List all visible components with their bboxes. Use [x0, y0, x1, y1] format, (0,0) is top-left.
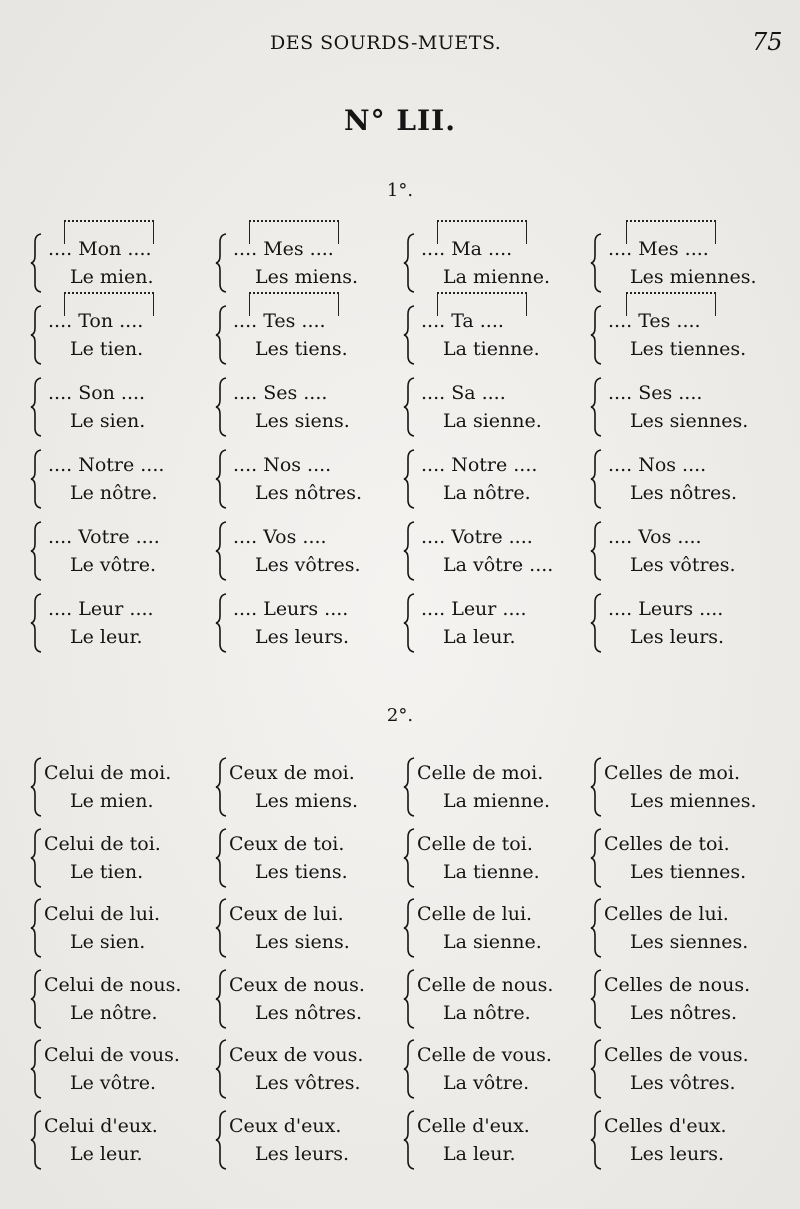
pronoun-entry: [403, 827, 588, 897]
pronoun-row: [0, 520, 800, 590]
curly-brace: [403, 448, 417, 510]
dotted-bracket-mark: [249, 292, 339, 316]
pronoun-form: La nôtre.: [443, 482, 531, 504]
dotted-bracket-mark: [626, 292, 716, 316]
curly-brace: [590, 592, 604, 654]
pronoun-form: Le tien.: [70, 860, 144, 883]
pronoun-form: Les miens.: [255, 790, 359, 812]
curly-brace: [215, 232, 229, 294]
curly-brace: [403, 1038, 417, 1100]
determiner-form: Celui de moi.: [44, 762, 172, 784]
pronoun-form: Les miennes.: [630, 266, 757, 288]
pronoun-entry: [403, 448, 588, 518]
pronoun-entry: [215, 448, 400, 518]
pronoun-form: La vôtre ....: [443, 554, 554, 576]
curly-brace: [403, 968, 417, 1030]
pronoun-form: Les leurs.: [630, 1142, 725, 1165]
pronoun-form: Les vôtres.: [255, 1072, 361, 1094]
curly-brace: [215, 520, 229, 582]
determiner-form: Celui de lui.: [44, 903, 161, 925]
pronoun-form: Les leurs.: [255, 626, 350, 648]
pronoun-row: [0, 968, 800, 1038]
curly-brace: [403, 827, 417, 889]
pronoun-form: La tienne.: [443, 860, 540, 883]
determiner-form: .... Votre ....: [48, 526, 160, 548]
pronoun-form: Les miennes.: [630, 790, 757, 812]
pronoun-entry: [30, 1038, 215, 1108]
determiner-form: .... Leur ....: [421, 598, 527, 620]
pronoun-entry: [590, 304, 775, 374]
pronoun-entry: [403, 968, 588, 1038]
determiner-form: .... Ton ....: [48, 310, 144, 332]
page-number: 75: [752, 28, 783, 56]
determiner-form: .... Mes ....: [233, 238, 334, 260]
pronoun-entry: [30, 448, 215, 518]
determiner-form: Ceux d'eux.: [229, 1114, 342, 1137]
curly-brace: [403, 304, 417, 366]
determiner-form: Ceux de nous.: [229, 973, 365, 996]
pronoun-entry: [215, 897, 400, 967]
curly-brace: [590, 968, 604, 1030]
curly-brace: [30, 448, 44, 510]
determiner-form: .... Nos ....: [608, 454, 707, 476]
part1-heading: 1°.: [386, 180, 414, 201]
pronoun-row: [0, 1038, 800, 1108]
pronoun-entry: [215, 827, 400, 897]
pronoun-entry: [30, 756, 215, 826]
pronoun-entry: [590, 968, 775, 1038]
dotted-bracket-mark: [64, 220, 154, 244]
curly-brace: [215, 756, 229, 818]
curly-brace: [590, 827, 604, 889]
curly-brace: [403, 897, 417, 959]
pronoun-entry: [403, 1109, 588, 1179]
pronoun-row: [0, 1109, 800, 1179]
dotted-bracket-mark: [437, 220, 527, 244]
pronoun-form: Les tiennes.: [630, 860, 747, 883]
determiner-form: .... Nos ....: [233, 454, 332, 476]
pronoun-form: Les leurs.: [255, 1142, 350, 1165]
pronoun-form: Les nôtres.: [255, 1001, 363, 1024]
pronoun-form: Le sien.: [70, 931, 146, 953]
determiner-form: Celles de lui.: [604, 903, 729, 925]
pronoun-row: [0, 827, 800, 897]
pronoun-entry: [403, 520, 588, 590]
determiner-form: Celui de vous.: [44, 1044, 180, 1066]
curly-brace: [590, 232, 604, 294]
dotted-bracket-mark: [437, 292, 527, 316]
pronoun-form: Les tiens.: [255, 338, 348, 360]
curly-brace: [590, 376, 604, 438]
curly-brace: [403, 376, 417, 438]
curly-brace: [30, 1038, 44, 1100]
determiner-form: Ceux de toi.: [229, 832, 345, 855]
determiner-form: Celles de nous.: [604, 973, 751, 996]
pronoun-form: Les vôtres.: [255, 554, 361, 576]
pronoun-form: Les tiennes.: [630, 338, 747, 360]
pronoun-entry: [403, 376, 588, 446]
pronoun-form: Le tien.: [70, 338, 144, 360]
determiner-form: .... Ma ....: [421, 238, 513, 260]
pronoun-entry: [30, 897, 215, 967]
pronoun-entry: [590, 592, 775, 662]
curly-brace: [590, 1038, 604, 1100]
pronoun-entry: [590, 827, 775, 897]
pronoun-entry: [590, 1109, 775, 1179]
determiner-form: .... Ta ....: [421, 310, 504, 332]
determiner-form: .... Notre ....: [421, 454, 538, 476]
pronoun-entry: [590, 756, 775, 826]
pronoun-form: Le leur.: [70, 1142, 143, 1165]
curly-brace: [30, 376, 44, 438]
pronoun-entry: [403, 1038, 588, 1108]
determiner-form: Celle de lui.: [417, 903, 533, 925]
pronoun-entry: [590, 1038, 775, 1108]
pronoun-form: Les vôtres.: [630, 554, 736, 576]
pronoun-entry: [215, 592, 400, 662]
pronoun-form: La mienne.: [443, 266, 551, 288]
determiner-form: .... Tes ....: [608, 310, 701, 332]
dotted-bracket-mark: [249, 220, 339, 244]
part2-heading: 2°.: [386, 705, 414, 726]
determiner-form: Ceux de lui.: [229, 903, 344, 925]
pronoun-form: Le leur.: [70, 626, 143, 648]
pronoun-entry: [30, 1109, 215, 1179]
pronoun-form: Les nôtres.: [255, 482, 363, 504]
determiner-form: .... Mes ....: [608, 238, 709, 260]
pronoun-form: Le mien.: [70, 790, 154, 812]
pronoun-form: Les vôtres.: [630, 1072, 736, 1094]
pronoun-form: La sienne.: [443, 931, 542, 953]
pronoun-entry: [215, 520, 400, 590]
pronoun-form: Les leurs.: [630, 626, 725, 648]
pronoun-form: Le nôtre.: [70, 482, 158, 504]
curly-brace: [590, 520, 604, 582]
pronoun-form: Les siennes.: [630, 931, 749, 953]
pronoun-entry: [30, 592, 215, 662]
pronoun-row: [0, 756, 800, 826]
pronoun-entry: [30, 304, 215, 374]
pronoun-form: La tienne.: [443, 338, 540, 360]
determiner-form: .... Leur ....: [48, 598, 154, 620]
determiner-form: .... Ses ....: [233, 382, 328, 404]
pronoun-form: Le nôtre.: [70, 1001, 158, 1024]
curly-brace: [403, 592, 417, 654]
determiner-form: .... Notre ....: [48, 454, 165, 476]
curly-brace: [215, 448, 229, 510]
pronoun-entry: [403, 592, 588, 662]
pronoun-entry: [215, 1109, 400, 1179]
pronoun-entry: [590, 897, 775, 967]
pronoun-form: Les miens.: [255, 266, 359, 288]
dotted-bracket-mark: [64, 292, 154, 316]
determiner-form: Celles de vous.: [604, 1044, 749, 1066]
pronoun-form: Les nôtres.: [630, 482, 738, 504]
determiner-form: Celle de nous.: [417, 973, 554, 996]
curly-brace: [30, 968, 44, 1030]
pronoun-form: Le mien.: [70, 266, 154, 288]
curly-brace: [590, 1109, 604, 1171]
pronoun-form: La leur.: [443, 1142, 516, 1165]
curly-brace: [403, 756, 417, 818]
curly-brace: [30, 520, 44, 582]
pronoun-form: Le vôtre.: [70, 1072, 157, 1094]
pronoun-entry: [215, 1038, 400, 1108]
determiner-form: Celles d'eux.: [604, 1114, 727, 1137]
pronoun-form: La mienne.: [443, 790, 551, 812]
curly-brace: [30, 592, 44, 654]
pronoun-form: Les siennes.: [630, 410, 749, 432]
determiner-form: .... Sa ....: [421, 382, 506, 404]
pronoun-form: Les tiens.: [255, 860, 348, 883]
pronoun-form: Le vôtre.: [70, 554, 157, 576]
curly-brace: [215, 1109, 229, 1171]
curly-brace: [30, 827, 44, 889]
curly-brace: [30, 897, 44, 959]
determiner-form: Celle de moi.: [417, 762, 544, 784]
curly-brace: [215, 897, 229, 959]
determiner-form: Celui de nous.: [44, 973, 182, 996]
running-title: DES SOURDS-MUETS.: [270, 32, 502, 54]
dotted-bracket-mark: [626, 220, 716, 244]
determiner-form: .... Leurs ....: [608, 598, 724, 620]
pronoun-entry: [215, 376, 400, 446]
pronoun-entry: [403, 304, 588, 374]
section-number: N° LII.: [344, 104, 456, 137]
pronoun-entry: [590, 520, 775, 590]
curly-brace: [215, 304, 229, 366]
determiner-form: .... Tes ....: [233, 310, 326, 332]
pronoun-form: La nôtre.: [443, 1001, 531, 1024]
pronoun-entry: [30, 520, 215, 590]
curly-brace: [215, 376, 229, 438]
curly-brace: [403, 520, 417, 582]
pronoun-form: La leur.: [443, 626, 516, 648]
determiner-form: .... Mon ....: [48, 238, 152, 260]
curly-brace: [590, 304, 604, 366]
pronoun-entry: [215, 968, 400, 1038]
curly-brace: [215, 1038, 229, 1100]
determiner-form: Celles de toi.: [604, 832, 730, 855]
pronoun-entry: [30, 827, 215, 897]
determiner-form: Ceux de vous.: [229, 1044, 364, 1066]
determiner-form: .... Son ....: [48, 382, 146, 404]
determiner-form: Celles de moi.: [604, 762, 740, 784]
determiner-form: Celle de vous.: [417, 1044, 552, 1066]
pronoun-row: [0, 592, 800, 662]
pronoun-entry: [215, 756, 400, 826]
determiner-form: Celui de toi.: [44, 832, 161, 855]
pronoun-entry: [590, 448, 775, 518]
pronoun-row: [0, 304, 800, 374]
curly-brace: [30, 304, 44, 366]
pronoun-form: Le sien.: [70, 410, 146, 432]
page-header: [0, 28, 800, 64]
curly-brace: [215, 592, 229, 654]
determiner-form: Celle de toi.: [417, 832, 533, 855]
curly-brace: [590, 756, 604, 818]
pronoun-entry: [30, 968, 215, 1038]
curly-brace: [590, 448, 604, 510]
pronoun-entry: [215, 304, 400, 374]
determiner-form: Celui d'eux.: [44, 1114, 158, 1137]
pronoun-entry: [403, 897, 588, 967]
determiner-form: Ceux de moi.: [229, 762, 355, 784]
curly-brace: [403, 232, 417, 294]
pronoun-row: [0, 376, 800, 446]
determiner-form: .... Vos ....: [233, 526, 327, 548]
pronoun-entry: [30, 376, 215, 446]
pronoun-form: La vôtre.: [443, 1072, 530, 1094]
pronoun-form: Les siens.: [255, 410, 350, 432]
determiner-form: Celle d'eux.: [417, 1114, 530, 1137]
curly-brace: [30, 232, 44, 294]
pronoun-form: La sienne.: [443, 410, 542, 432]
pronoun-form: Les siens.: [255, 931, 350, 953]
pronoun-entry: [403, 756, 588, 826]
pronoun-form: Les nôtres.: [630, 1001, 738, 1024]
determiner-form: .... Vos ....: [608, 526, 702, 548]
curly-brace: [215, 827, 229, 889]
determiner-form: .... Ses ....: [608, 382, 703, 404]
determiner-form: .... Leurs ....: [233, 598, 349, 620]
pronoun-row: [0, 448, 800, 518]
curly-brace: [215, 968, 229, 1030]
pronoun-entry: [590, 376, 775, 446]
curly-brace: [30, 756, 44, 818]
pronoun-row: [0, 897, 800, 967]
curly-brace: [590, 897, 604, 959]
determiner-form: .... Votre ....: [421, 526, 533, 548]
curly-brace: [403, 1109, 417, 1171]
curly-brace: [30, 1109, 44, 1171]
